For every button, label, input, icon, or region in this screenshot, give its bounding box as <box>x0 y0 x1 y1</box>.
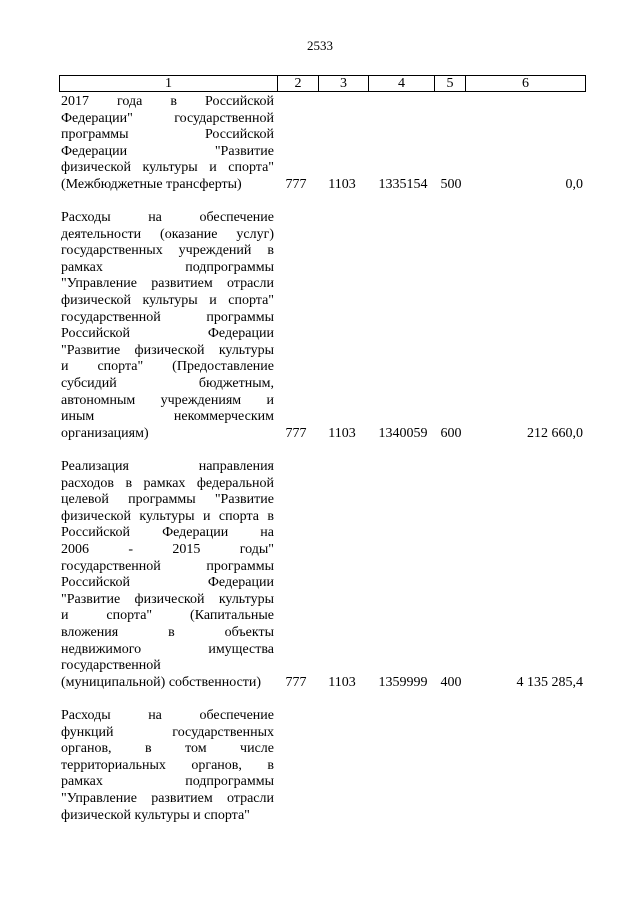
row-description <box>61 708 274 824</box>
description-line: государственной <box>61 658 161 674</box>
description-line: функций государственных <box>61 724 274 740</box>
description-line: физической культуры и спорта" <box>61 160 274 176</box>
table-header <box>59 75 586 92</box>
row-target: 1340059 <box>378 426 428 441</box>
description-line: органов, в том числе <box>61 741 274 757</box>
description-line: расходов в рамках федеральной <box>61 475 274 491</box>
row-target: 1359999 <box>378 675 428 690</box>
row-section: 1103 <box>328 675 356 690</box>
row-target: 1335154 <box>378 177 428 192</box>
description-line: государственных учреждений в <box>61 243 274 259</box>
header-col-3: 3 <box>319 76 369 92</box>
description-line: рамках подпрограммы <box>61 774 274 790</box>
header-col-2: 2 <box>278 76 319 92</box>
description-line: иным некоммерческим <box>61 409 274 425</box>
row-code-gp: 777 <box>285 177 307 192</box>
row-code-gp: 777 <box>285 675 307 690</box>
description-line: и спорта" (Предоставление <box>61 359 274 375</box>
description-line: Российской Федерации <box>61 575 274 591</box>
description-line: 2017 года в Российской <box>61 94 274 109</box>
description-line: автономным учреждениям и <box>61 392 274 408</box>
description-line: физической культуры и спорта" <box>61 807 250 823</box>
header-col-4: 4 <box>369 76 435 92</box>
description-line: целевой программы "Развитие <box>61 492 274 508</box>
row-amount: 212 660,0 <box>527 426 583 441</box>
description-line: Федерации "Развитие <box>61 143 274 159</box>
description-line: государственной программы <box>61 309 274 325</box>
description-line: "Развитие физической культуры <box>61 591 274 607</box>
row-section: 1103 <box>328 177 356 192</box>
description-line: "Развитие физической культуры <box>61 342 274 358</box>
row-description <box>61 94 274 194</box>
header-col-6: 6 <box>466 76 586 92</box>
description-line: 2006 - 2015 годы" <box>61 541 274 557</box>
row-description <box>61 459 274 691</box>
description-line: "Управление развитием отрасли <box>61 790 274 806</box>
description-line: программы Российской <box>61 127 274 143</box>
description-line: организациям) <box>61 425 149 441</box>
description-line: Расходы на обеспечение <box>61 708 274 723</box>
description-line: физической культуры и спорта" <box>61 292 274 308</box>
description-line: субсидий бюджетным, <box>61 375 274 391</box>
description-line: и спорта" (Капитальные <box>61 608 274 624</box>
description-line: Российской Федерации на <box>61 525 274 541</box>
description-line: (муниципальной) собственности) <box>61 674 262 690</box>
row-type: 600 <box>440 426 462 441</box>
description-line: территориальных органов, в <box>61 757 274 773</box>
description-line: вложения в объекты <box>61 624 274 640</box>
description-line: рамках подпрограммы <box>61 259 274 275</box>
description-line: Федерации" государственной <box>61 110 274 126</box>
row-type: 400 <box>440 675 462 690</box>
row-type: 500 <box>440 177 462 192</box>
description-line: Реализация направления <box>61 459 274 474</box>
description-line: (Межбюджетные трансферты) <box>61 176 242 192</box>
description-line: деятельности (оказание услуг) <box>61 226 274 242</box>
description-line: Российской Федерации <box>61 326 274 342</box>
row-section: 1103 <box>328 426 356 441</box>
description-line: государственной программы <box>61 558 274 574</box>
description-line: Расходы на обеспечение <box>61 210 274 225</box>
description-line: недвижимого имущества <box>61 641 274 657</box>
row-amount: 4 135 285,4 <box>516 675 583 690</box>
description-line: "Управление развитием отрасли <box>61 276 274 292</box>
header-col-1: 1 <box>60 76 278 92</box>
description-line: физической культуры и спорта в <box>61 508 274 524</box>
row-amount: 0,0 <box>565 177 583 192</box>
header-col-5: 5 <box>435 76 466 92</box>
row-code-gp: 777 <box>285 426 307 441</box>
page-number: 2533 <box>307 38 333 53</box>
row-description <box>61 210 274 442</box>
